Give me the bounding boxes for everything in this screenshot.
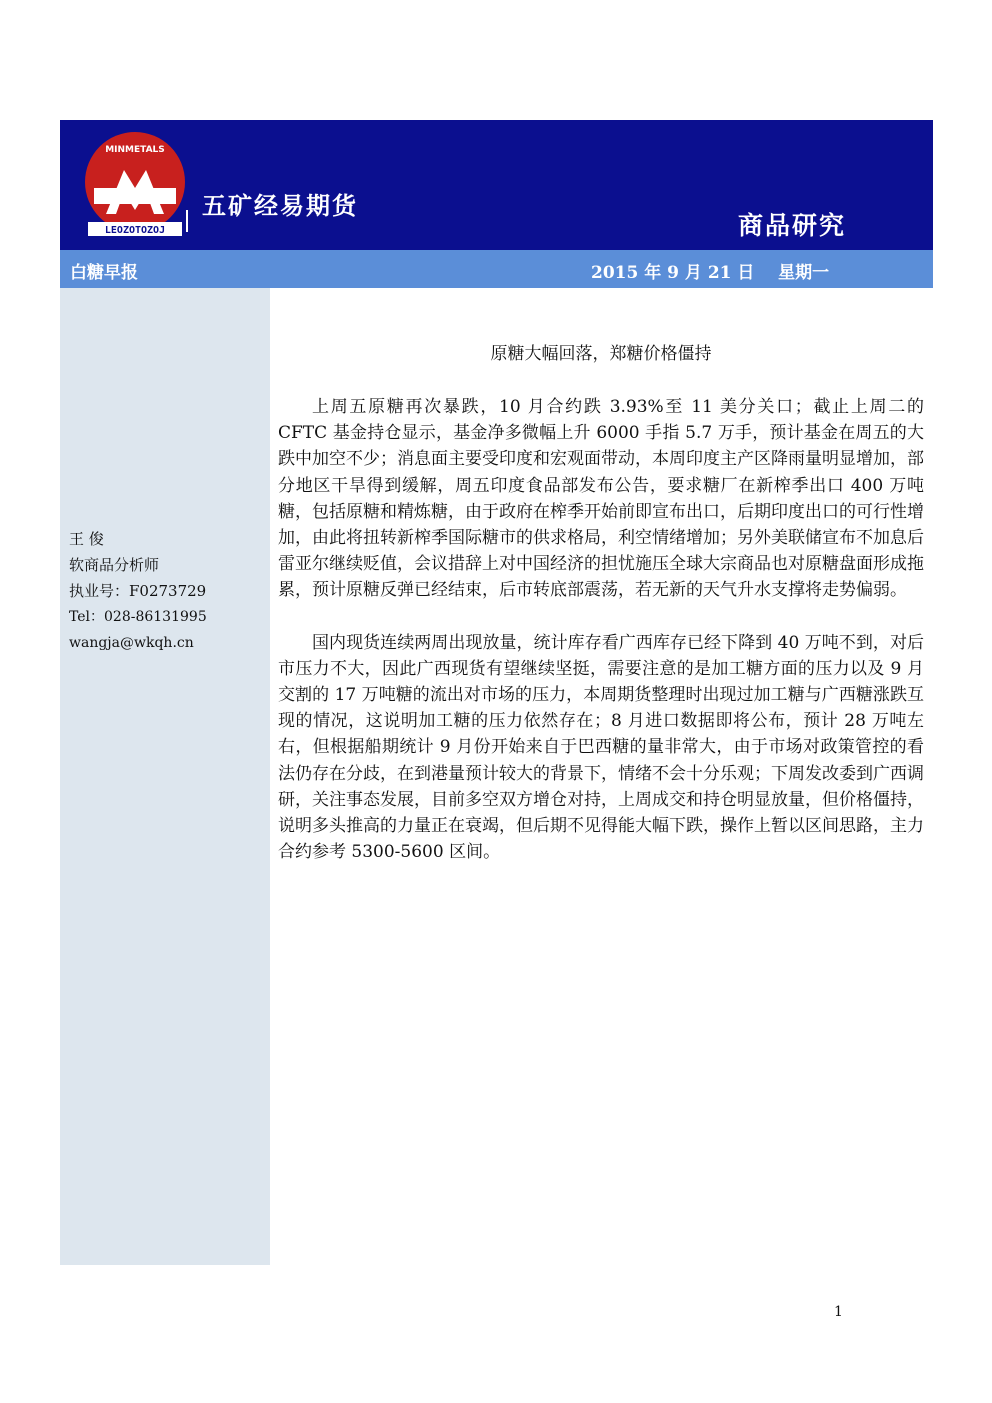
article-title: 原糖大幅回落，郑糖价格僵持 (490, 344, 712, 364)
svg-text:MINMETALS: MINMETALS (105, 145, 165, 155)
article-paragraph: 上周五原糖再次暴跌，10 月合约跌 3.93%至 11 美分关口；截止上周二的 CFTC 基金持仓显示，基金净多微幅上升 6000 手指 5.7 万手，预计基金在周五的大跌中加空不少；消息面主要受印度和宏观面带动，本周印度主产区降雨量明显增加，部分地区干旱得到缓解，周五印度食品部发布公告，要求糖厂在新榨季出口 400 万吨糖，包括原糖和精炼糖，由于政府在榨季开始前即宣布出口，后期印度出口的可行性增加，由此将扭转新榨季国际糖市的供求格局，利空情绪增加；另外美联储宣布不加息后雷亚尔继续贬值，会议措辞上对中国经济的担忧施压全球大宗商品也对原糖盘面形成拖累，预计原糖反弹已经结束，后市转底部震荡，若无新的天气升水支撑将走势偏弱。 (278, 397, 924, 601)
report-header (60, 120, 933, 250)
report-type: 白糖早报 (70, 263, 138, 283)
analyst-name: 王 俊 (69, 530, 104, 548)
page-number: 1 (834, 1304, 843, 1320)
svg-text:LEOZOTOZOJ: LEOZOTOZOJ (104, 225, 166, 236)
analyst-info (69, 526, 207, 656)
article-paragraph: 国内现货连续两周出现放量，统计库存看广西库存已经下降到 40 万吨不到，对后市压力不大，因此广西现货有望继续坚挺，需要注意的是加工糖方面的压力以及 9 月交割的 17 万吨糖的流出对市场的压力，本周期货整理时出现过加工糖与广西糖涨跌互现的情况，这说明加工糖的压力依然存在；8 月进口数据即将公布，预计 28 万吨左右，但根据船期统计 9 月份开始来自于巴西糖的量非常大，由于市场对政策管控的看法仍存在分歧，在到港量预计较大的背景下，情绪不会十分乐观；下周发改委到广西调研，关注事态发展，目前多空双方增仓对持，上周成交和持仓明显放量，但价格僵持，说明多头推高的力量正在衰竭，但后期不见得能大幅下跌，操作上暂以区间思路，主力合约参考 5300-5600 区间。 (278, 632, 924, 863)
header-separator (186, 210, 188, 232)
article-body (278, 340, 924, 891)
minmetals-logo (80, 130, 190, 238)
analyst-license: 执业号：F0273729 (69, 582, 207, 600)
analyst-sidebar (60, 288, 270, 1265)
department-label: 商品研究 (738, 211, 847, 240)
analyst-email[interactable]: wangja@wkqh.cn (69, 635, 194, 651)
report-date: 2015 年 9 月 21 日 星期一 (591, 263, 830, 283)
analyst-tel: Tel：028-86131995 (69, 609, 207, 625)
report-subbar (60, 250, 933, 288)
company-name: 五矿经易期货 (202, 192, 358, 220)
analyst-title: 软商品分析师 (69, 556, 160, 574)
